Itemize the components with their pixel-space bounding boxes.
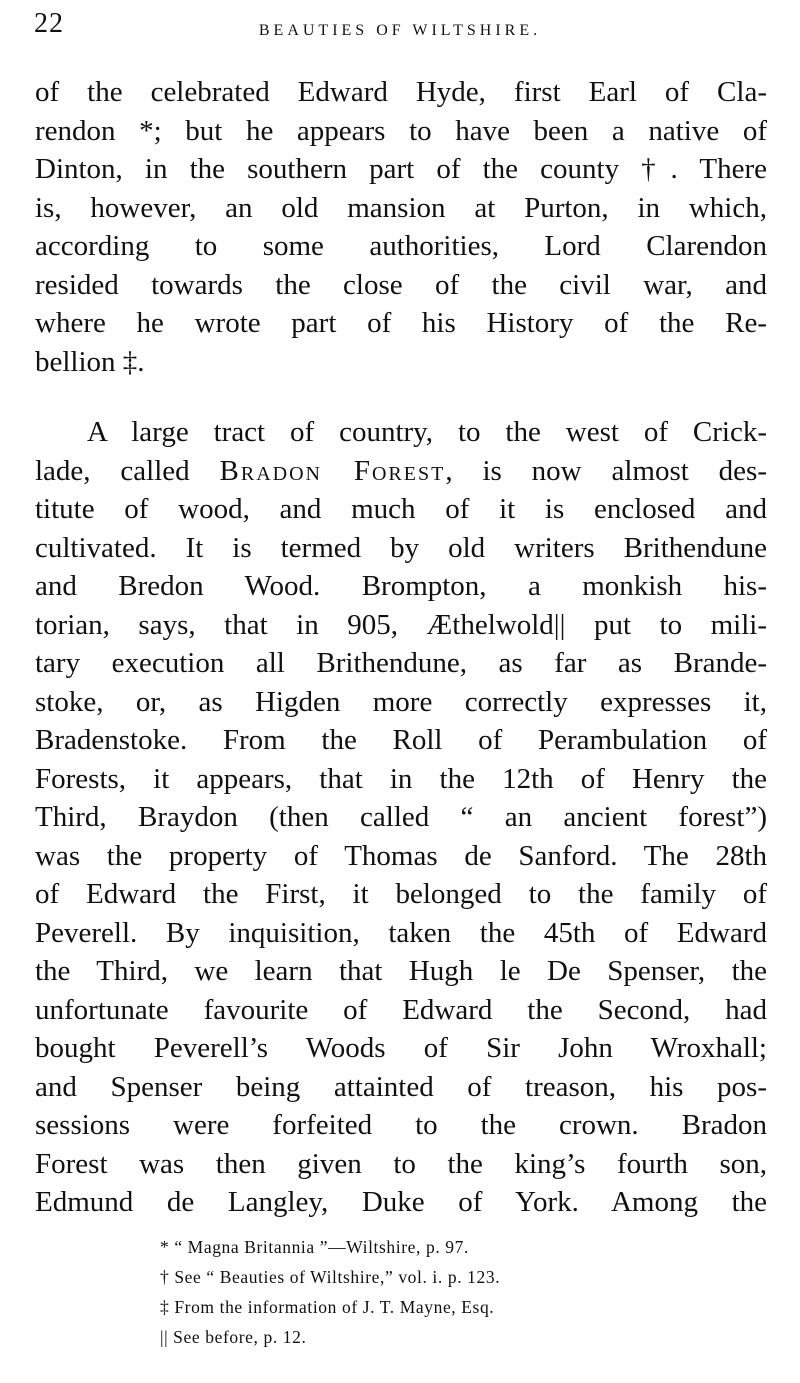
text-line: unfortunate favourite of Edward the Second, had (35, 993, 767, 1026)
text-line-with-smallcaps (35, 452, 767, 491)
text-line: resided towards the close of the civil war, and (35, 268, 767, 301)
text-line: Edmund de Langley, Duke of York. Among the (35, 1186, 767, 1218)
text-line: of the celebrated Edward Hyde, first Earl of Cla- (35, 76, 767, 108)
text-line: is, however, an old mansion at Purton, in which, (35, 191, 767, 224)
text-line: the Third, we learn that Hugh le De Spenser, the (35, 955, 767, 987)
text-fragment: , is now almost des- (445, 454, 767, 487)
text-line: where he wrote part of his History of the Re- (35, 307, 767, 339)
page-number: 22 (34, 8, 64, 39)
text-line: of Edward the First, it belonged to the family of (35, 878, 767, 910)
text-line: titute of wood, and much of it is enclosed and (35, 493, 767, 525)
running-head: BEAUTIES OF WILTSHIRE. (258, 22, 542, 39)
footnote: * “ Magna Britannia ”—Wiltshire, p. 97. (160, 1237, 469, 1257)
footnotes (160, 1232, 680, 1352)
text-line: was the property of Thomas de Sanford. The 28th (35, 839, 767, 872)
text-line: tary execution all Brithendune, as far as Brande- (35, 647, 767, 679)
text-line: cultivated. It is termed by old writers Brithendune (35, 531, 767, 564)
place-name-smallcaps: Bradon Forest (219, 454, 446, 487)
text-line: and Bredon Wood. Brompton, a monkish his- (35, 570, 767, 602)
text-line: according to some authorities, Lord Clarendon (35, 230, 767, 262)
text-line: bought Peverell’s Woods of Sir John Wroxhall; (35, 1032, 767, 1064)
text-line: and Spenser being attainted of treason, his pos- (35, 1070, 767, 1103)
footnote: || See before, p. 12. (160, 1327, 307, 1347)
text-fragment: lade, called (35, 454, 220, 487)
text-line: sessions were forfeited to the crown. Bradon (35, 1109, 767, 1141)
text-line: Bradenstoke. From the Roll of Perambulation of (35, 724, 767, 756)
text-line: Peverell. By inquisition, taken the 45th of Edward (35, 916, 767, 949)
footnote: † See “ Beauties of Wiltshire,” vol. i. p. 123. (160, 1267, 501, 1287)
text-line: Forest was then given to the king’s fourth son, (35, 1147, 767, 1180)
text-line: Forests, it appears, that in the 12th of Henry the (35, 762, 767, 795)
text-line: rendon *; but he appears to have been a native of (35, 114, 767, 147)
paragraph-2 (35, 413, 767, 1222)
text-line: Dinton, in the southern part of the county †. There (35, 153, 767, 185)
text-line: bellion ‡. (35, 345, 145, 378)
page-header (34, 8, 766, 48)
text-line: stoke, or, as Higden more correctly expresses it, (35, 685, 767, 718)
text-line: A large tract of country, to the west of Crick- (87, 416, 767, 448)
text-line: torian, says, that in 905, Æthelwold|| put to mili- (35, 608, 767, 641)
footnote: ‡ From the information of J. T. Mayne, Esq. (160, 1297, 495, 1317)
text-line: Third, Braydon (then called “ an ancient forest”) (35, 801, 767, 833)
paragraph-1 (35, 73, 767, 381)
